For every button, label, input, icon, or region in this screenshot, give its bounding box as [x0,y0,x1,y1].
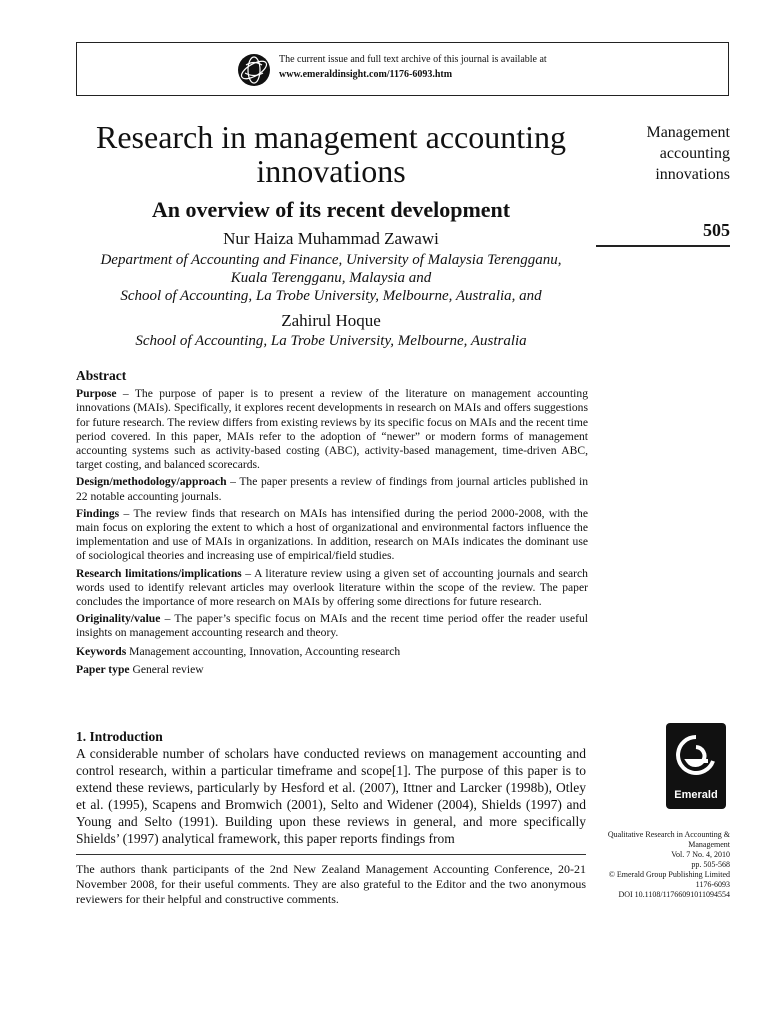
globe-icon [237,53,271,87]
archive-notice-text: The current issue and full text archive of this journal is available at [279,54,547,65]
abstract-limitations: Research limitations/implications – A literature review using a given set of accounting journals and search words used to identify relevant articles may overlook literature within the scope of the review. The paper concludes the importance of more research on MAIs by offering some directions for future research. [76,566,588,609]
introduction-text: A considerable number of scholars have conducted reviews on management accounting and control research, within a particular timeframe and scope[1]. The purpose of this paper is to extend these reviews, particularly by Hesford et al. (2007), Ittner and Larcker (1998b), Otley et al. (1995), Scapens and Bromwich (2001), Selto and Widener (2004), Shields (1997) and Young and Selto (1991). Building upon these reviews in general, and more specifically Shields’ (1997) analytical framework, this paper reports findings from [76,746,586,846]
author-name: Zahirul Hoque [281,311,381,330]
running-title: Management accounting innovations [646,124,730,183]
abstract-keywords: Keywords Management accounting, Innovation, Accounting research [76,644,401,658]
abstract-design: Design/methodology/approach – The paper presents a review of findings from journal articles published in 22 notable accounting journals. [76,475,588,503]
section-heading: 1. Introduction [76,729,163,744]
author-affiliation: Department of Accounting and Finance, University of Malaysia Terengganu, Kuala Terengganu, Malaysia and School of Accounting, La Trobe University, Melbourne, Australia, and [100,252,562,304]
author-name: Nur Haiza Muhammad Zawawi [223,229,439,248]
paper-subtitle: An overview of its recent development [151,197,511,222]
emerald-swirl-icon [666,725,726,789]
abstract [76,369,588,680]
page-number: 505 [703,220,730,240]
author-affiliation: School of Accounting, La Trobe University, Melbourne, Australia [135,333,527,349]
footnote-divider [76,854,586,855]
abstract-originality: Originality/value – The paper’s specific focus on MAIs and the recent time period offer the reader useful insights on management accounting research and theory. [76,612,588,640]
journal-citation: Qualitative Research in Accounting & Management Vol. 7 No. 4, 2010 pp. 505-568 © Emerald Group Publishing Limited 1176-6093 DOI 10.1108/11766091011094554 [607,830,730,899]
emerald-logo-label: Emerald [674,789,718,801]
introduction-section [76,728,586,847]
divider [596,245,730,247]
journal-url[interactable]: www.emeraldinsight.com/1176-6093.htm [279,69,453,80]
paper-title: Research in management accounting innovations [95,119,567,189]
emerald-logo [666,723,726,809]
archive-notice-box [76,42,729,96]
abstract-findings: Findings – The review finds that research on MAIs has intensified during the period 2000-2008, with the main focus on exploring the extent to which a host of organizational and environmental factors influence the implementation and use of MAIs in organizations. In addition, research on MAIs indicates the dominant use of sociological theories and increasing use of empirical/field studies. [76,506,588,563]
acknowledgement-footnote: The authors thank participants of the 2nd New Zealand Management Accounting Conference, 20-21 November 2008, for their useful comments. They are also grateful to the Editor and the two anonymous reviewers for their helpful and constructive comments. [76,862,586,906]
abstract-purpose: Purpose – The purpose of paper is to present a review of the literature on management accounting innovations (MAIs). Specifically, it explores recent developments in research on MAIs and offers suggestions for future research. The review differs from existing reviews by its specific focus on MAIs and the recent time period covered. In this paper, MAIs refer to the adoption of “newer” or modern forms of management accounting systems such as activity-based costing (ABC), activity-based management, time-driven ABC, target costing, and balanced scorecards. [76,387,588,472]
abstract-heading: Abstract [76,368,127,383]
abstract-paper-type: Paper type General review [76,662,204,676]
